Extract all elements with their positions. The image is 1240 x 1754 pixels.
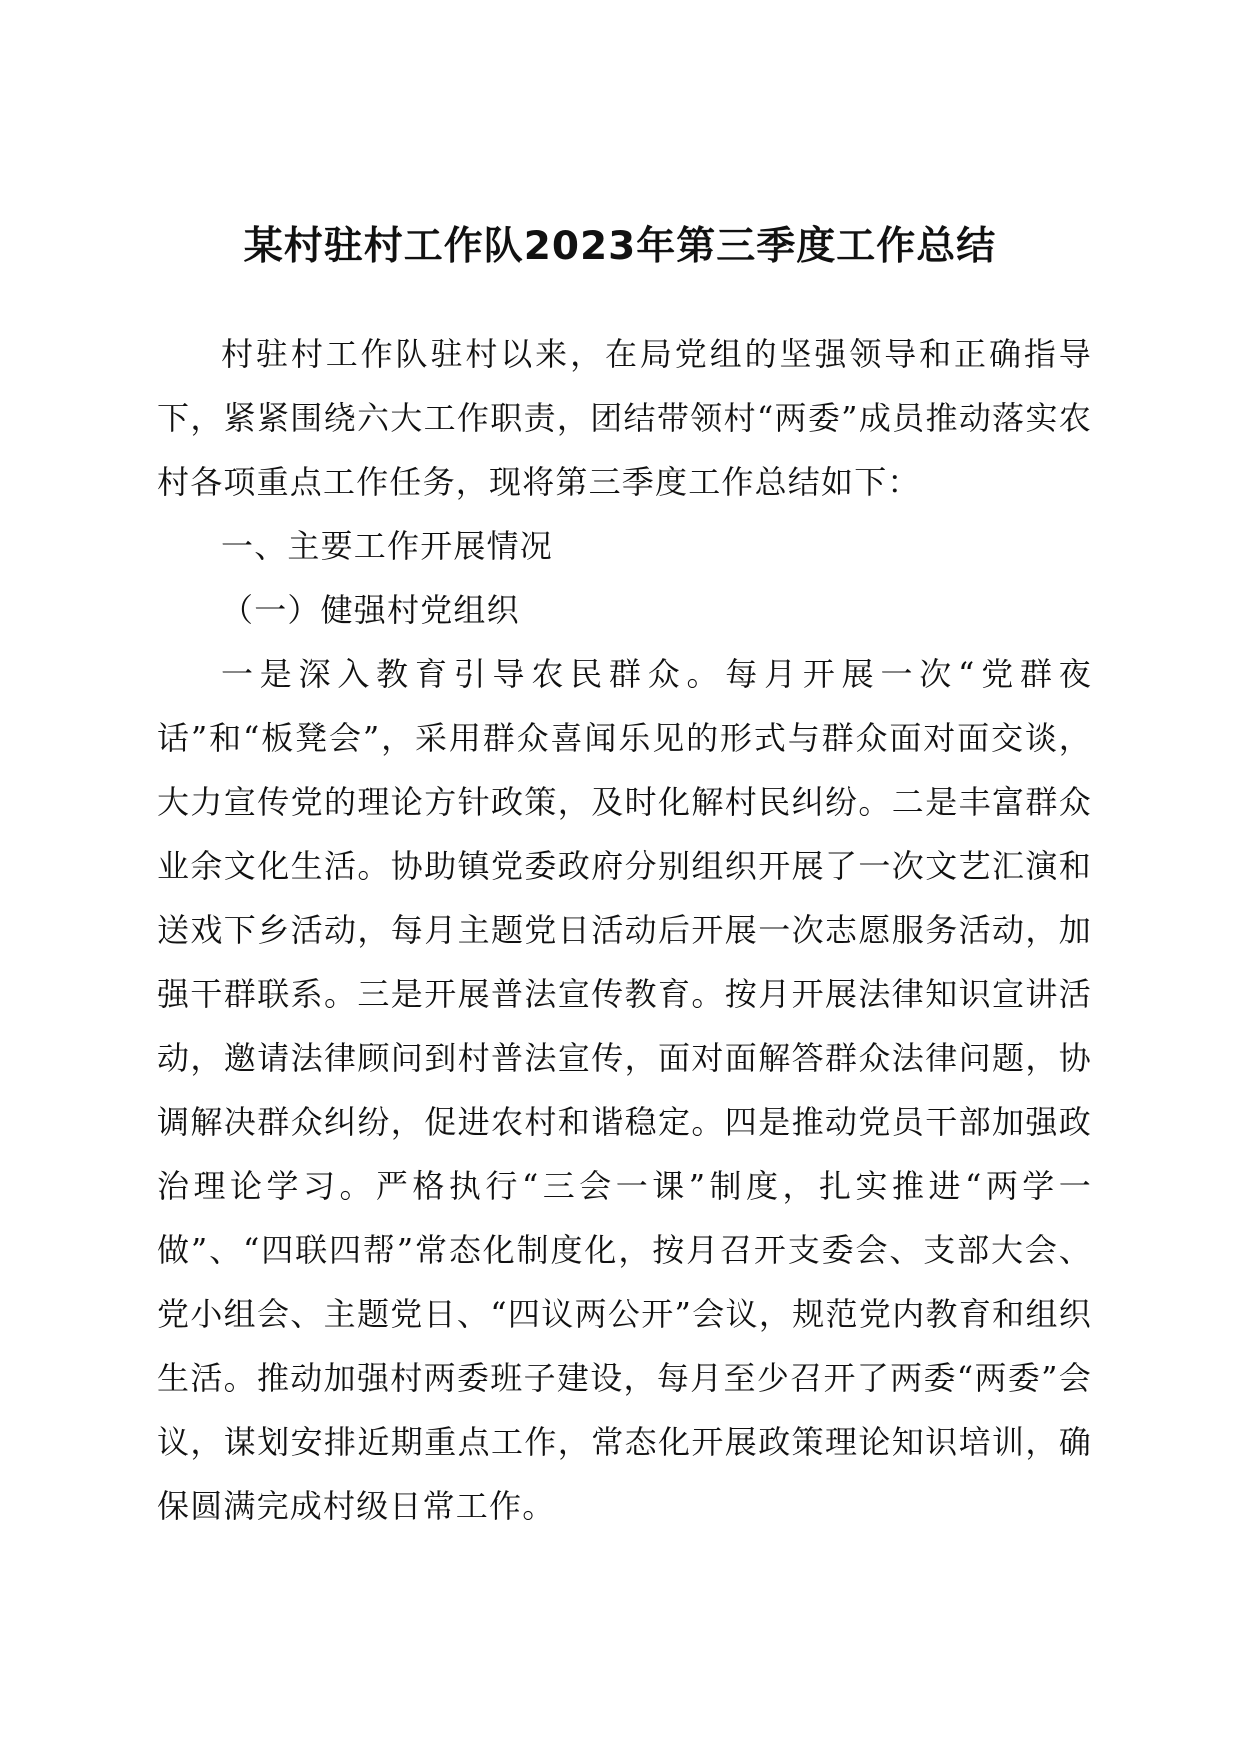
- document-body: [157, 322, 1092, 1538]
- body-paragraph: 一是深入教育引导农民群众。每月开展一次“党群夜话”和“板凳会”，采用群众喜闻乐见的形式与群众面对面交谈，大力宣传党的理论方针政策，及时化解村民纠纷。二是丰富群众业余文化生活。协助镇党委政府分别组织开展了一次文艺汇演和送戏下乡活动，每月主题党日活动后开展一次志愿服务活动，加强干群联系。三是开展普法宣传教育。按月开展法律知识宣讲活动，邀请法律顾问到村普法宣传，面对面解答群众法律问题，协调解决群众纠纷，促进农村和谐稳定。四是推动党员干部加强政治理论学习。严格执行“三会一课”制度，扎实推进“两学一做”、“四联四帮”常态化制度化，按月召开支委会、支部大会、党小组会、主题党日、“四议两公开”会议，规范党内教育和组织生活。推动加强村两委班子建设，每月至少召开了两委“两委”会议，谋划安排近期重点工作，常态化开展政策理论知识培训，确保圆满完成村级日常工作。: [157, 655, 1092, 1525]
- intro-paragraph: 村驻村工作队驻村以来，在局党组的坚强领导和正确指导下，紧紧围绕六大工作职责，团结带领村“两委”成员推动落实农村各项重点工作任务，现将第三季度工作总结如下：: [157, 335, 1092, 501]
- subsection-heading: （一）健强村党组织: [221, 591, 520, 629]
- section-heading: 一、主要工作开展情况: [221, 527, 554, 565]
- document-title: 某村驻村工作队2023年第三季度工作总结: [243, 224, 997, 269]
